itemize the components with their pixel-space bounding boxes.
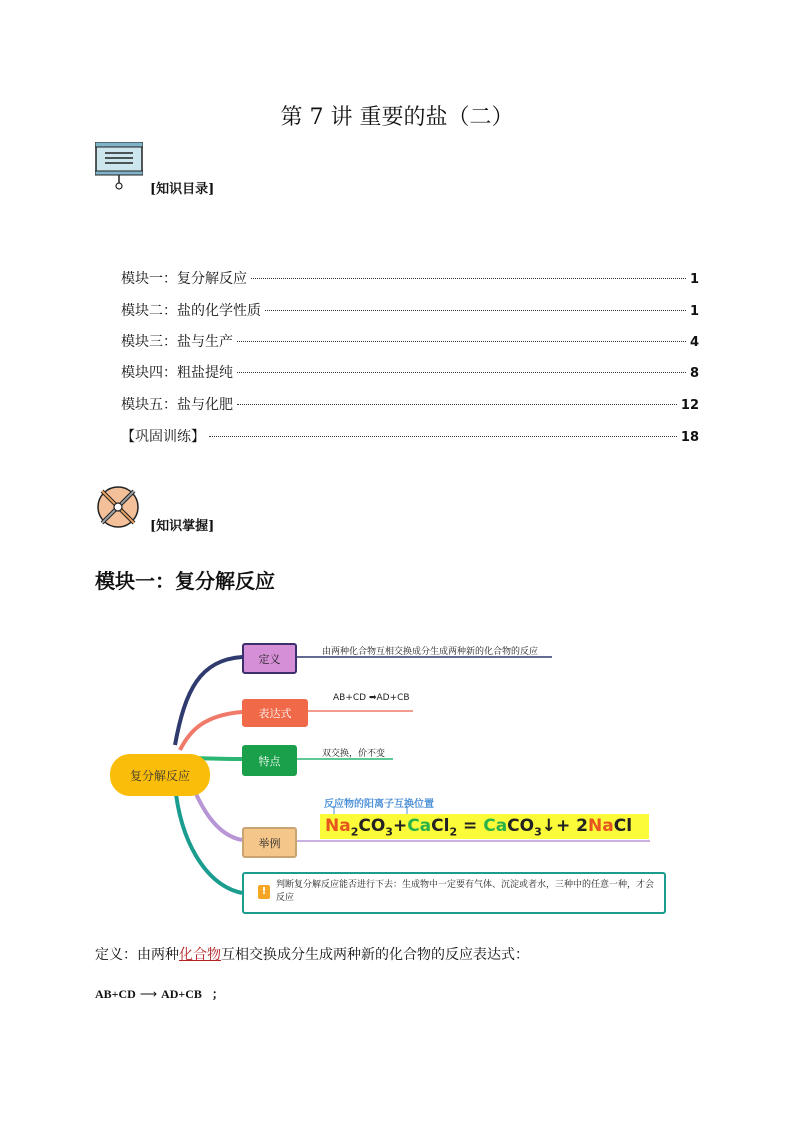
eq-plus: + <box>392 816 408 836</box>
toc-entry-label: 模块四：粗盐提纯 <box>121 365 233 381</box>
definition-prefix: 定义：由两种 <box>95 947 179 963</box>
mindmap-node-definition: 定义 <box>242 643 297 674</box>
toc-entry-label: 模块三：盐与生产 <box>121 334 233 350</box>
mindmap-feature-text: 双交换，价不变 <box>322 749 386 759</box>
toc-leader-dots <box>265 310 686 311</box>
expression-line <box>95 985 224 1002</box>
mindmap-node-expression: 表达式 <box>242 699 308 727</box>
eq-na: Na <box>588 816 614 836</box>
toc-entry[interactable] <box>121 268 699 288</box>
toc-entry[interactable] <box>121 394 699 414</box>
toc-entry-page: 1 <box>689 272 699 287</box>
arrow-icon: ⟶ <box>139 987 158 1001</box>
eq-sub: 3 <box>385 825 393 839</box>
eq-cl: Cl <box>613 816 633 836</box>
eq-ca: Ca <box>483 816 508 836</box>
toc-leader-dots <box>251 278 686 279</box>
mindmap-example-equation <box>320 814 649 839</box>
warning-icon: ! <box>258 885 270 899</box>
toc-leader-dots <box>237 341 686 342</box>
mindmap-node-example: 举例 <box>242 827 297 858</box>
mindmap-tip-box <box>242 872 666 914</box>
eq-equals: = <box>457 816 484 836</box>
toc-entry-label: 模块二：盐的化学性质 <box>121 303 261 319</box>
toc-entry-page: 12 <box>680 398 699 413</box>
toc-leader-dots <box>237 404 677 405</box>
mindmap-example-note: 反应物的阳离子互换位置 <box>324 799 434 810</box>
toc-entry-label: 模块一：复分解反应 <box>121 271 247 287</box>
section-heading: 模块一：复分解反应 <box>95 569 275 593</box>
mindmap-tip-text: 判断复分解反应能否进行下去：生成物中一定要有气体、沉淀或者水，三种中的任意一种，才会反应 <box>276 880 655 903</box>
eq-co3: CO <box>507 816 535 836</box>
toc-entry-page: 1 <box>689 304 699 319</box>
toc-entry[interactable] <box>121 331 699 351</box>
mindmap-node-feature: 特点 <box>242 745 297 776</box>
toc-leader-dots <box>237 372 686 373</box>
definition-paragraph <box>95 944 529 964</box>
compound-link[interactable]: 化合物 <box>179 947 221 963</box>
toc-entry-label: 【巩固训练】 <box>121 429 205 445</box>
eq-sub: 3 <box>534 825 542 839</box>
eq-precipitate: ↓+ 2 <box>541 816 589 836</box>
expression-right: AD+CB <box>161 987 202 1001</box>
eq-co3: CO <box>358 816 386 836</box>
toc-entry[interactable] <box>121 362 699 382</box>
eq-sub: 2 <box>350 825 359 839</box>
eq-na: Na <box>325 816 351 836</box>
definition-suffix: 互相交换成分生成两种新的化合物的反应表达式： <box>221 947 529 963</box>
toc-entry[interactable] <box>121 426 699 446</box>
eq-ca: Ca <box>407 816 432 836</box>
expression-left: AB+CD <box>95 987 136 1001</box>
mastery-label: [知识掌握] <box>150 519 215 534</box>
toc-entry-page: 4 <box>689 335 699 350</box>
page-title: 第 7 讲 重要的盐（二） <box>280 105 514 130</box>
tools-icon <box>96 485 140 529</box>
toc-leader-dots <box>209 436 677 437</box>
projector-screen-icon <box>95 142 143 190</box>
mindmap-definition-text: 由两种化合物互相交换成分生成两种新的化合物的反应 <box>322 647 539 657</box>
expression-end: ； <box>211 987 224 1001</box>
toc-entry[interactable] <box>121 300 699 320</box>
toc-entry-page: 8 <box>689 366 699 381</box>
mindmap-expression-text: AB+CD ➡AD+CB <box>333 693 410 703</box>
eq-sub: 2 <box>449 825 458 839</box>
eq-cl: Cl <box>431 816 450 836</box>
mindmap-root-node: 复分解反应 <box>110 754 210 796</box>
toc-label: [知识目录] <box>150 182 215 197</box>
toc-entry-page: 18 <box>680 430 699 445</box>
toc-entry-label: 模块五：盐与化肥 <box>121 397 233 413</box>
